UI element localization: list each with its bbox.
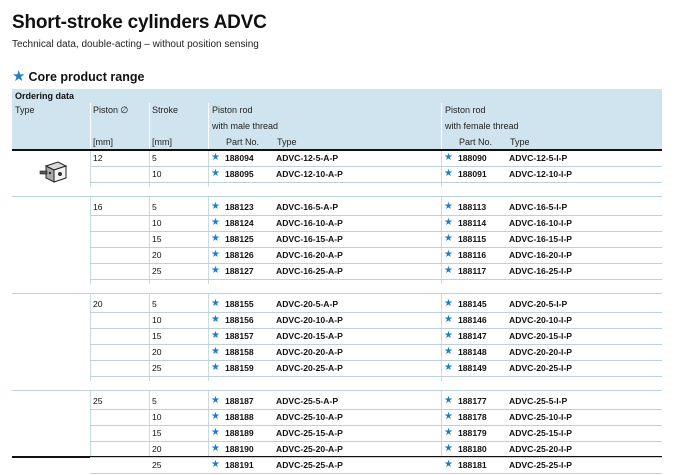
- male-type: ADVC-25-20-A-P: [276, 444, 343, 454]
- star-icon: ★: [444, 346, 453, 357]
- female-type: ADVC-20-25-I-P: [509, 363, 573, 373]
- header-piston: Piston ∅: [93, 105, 129, 115]
- male-part-number: 188127: [225, 266, 254, 276]
- table-row: [90, 216, 662, 232]
- star-icon: ★: [211, 233, 220, 244]
- section-title: Core product range: [28, 69, 145, 84]
- male-part-number: 188156: [225, 315, 254, 325]
- stroke-value: 5: [152, 396, 157, 406]
- male-type: ADVC-16-5-A-P: [276, 202, 339, 212]
- stroke-value: 20: [152, 347, 162, 357]
- stroke-value: 25: [152, 363, 162, 373]
- header-stroke: Stroke: [152, 105, 179, 115]
- male-part-number: 188095: [225, 169, 254, 179]
- cylinder-icon: [38, 160, 68, 186]
- star-icon: ★: [211, 395, 220, 406]
- star-icon: ★: [211, 427, 220, 438]
- female-part-number: 188116: [458, 250, 487, 260]
- female-part-number: 188148: [458, 347, 487, 357]
- star-icon: ★: [444, 395, 453, 406]
- stroke-value: 10: [152, 169, 162, 179]
- group-spacer: [12, 284, 662, 294]
- male-type: ADVC-20-5-A-P: [276, 299, 339, 309]
- male-type: ADVC-20-20-A-P: [276, 347, 343, 357]
- male-type: ADVC-16-15-A-P: [276, 234, 343, 244]
- female-type: ADVC-25-5-I-P: [509, 396, 568, 406]
- table-row: [90, 232, 662, 248]
- female-type: ADVC-16-15-I-P: [509, 234, 573, 244]
- male-part-number: 188191: [225, 460, 254, 470]
- star-icon: ★: [211, 346, 220, 357]
- stroke-value: 15: [152, 234, 162, 244]
- table-row: [90, 248, 662, 264]
- table-row: [90, 361, 662, 377]
- male-type: ADVC-25-25-A-P: [276, 460, 343, 470]
- female-type: ADVC-25-20-I-P: [509, 444, 573, 454]
- header-female-line1: Piston rod: [445, 105, 486, 115]
- star-icon: ★: [211, 249, 220, 260]
- star-icon: ★: [211, 314, 220, 325]
- header-female-type: Type: [510, 137, 530, 147]
- header-male-line2: with male thread: [212, 121, 279, 131]
- table-row: [90, 297, 662, 313]
- header-piston-unit: [mm]: [93, 137, 113, 147]
- star-icon: ★: [444, 330, 453, 341]
- female-part-number: 188146: [458, 315, 487, 325]
- male-type: ADVC-20-15-A-P: [276, 331, 343, 341]
- star-icon: ★: [444, 217, 453, 228]
- stroke-value: 25: [152, 266, 162, 276]
- female-part-number: 188113: [458, 202, 487, 212]
- female-part-number: 188091: [458, 169, 487, 179]
- female-part-number: 188147: [458, 331, 487, 341]
- stroke-value: 10: [152, 315, 162, 325]
- female-type: ADVC-16-20-I-P: [509, 250, 573, 260]
- piston-diameter: 25: [93, 396, 103, 406]
- star-icon: ★: [12, 68, 26, 85]
- table-row: [90, 200, 662, 216]
- male-type: ADVC-25-5-A-P: [276, 396, 339, 406]
- star-icon: ★: [444, 362, 453, 373]
- page-title: Short-stroke cylinders ADVC: [12, 12, 267, 33]
- female-part-number: 188145: [458, 299, 487, 309]
- star-icon: ★: [211, 330, 220, 341]
- male-part-number: 188123: [225, 202, 254, 212]
- male-type: ADVC-20-10-A-P: [276, 315, 343, 325]
- female-type: ADVC-20-10-I-P: [509, 315, 573, 325]
- female-part-number: 188179: [458, 428, 487, 438]
- group-spacer: [12, 381, 662, 391]
- female-type: ADVC-25-15-I-P: [509, 428, 573, 438]
- piston-diameter: 16: [93, 202, 103, 212]
- female-part-number: 188178: [458, 412, 487, 422]
- female-part-number: 188180: [458, 444, 487, 454]
- ordering-table: [12, 89, 662, 470]
- female-part-number: 188114: [458, 218, 487, 228]
- female-part-number: 188117: [458, 266, 487, 276]
- header-male-partno: Part No.: [226, 137, 260, 147]
- star-icon: ★: [211, 217, 220, 228]
- male-part-number: 188190: [225, 444, 254, 454]
- star-icon: ★: [211, 168, 220, 179]
- stroke-value: 20: [152, 250, 162, 260]
- female-part-number: 188115: [458, 234, 487, 244]
- star-icon: ★: [211, 411, 220, 422]
- header-type: Type: [15, 105, 35, 115]
- header-male-line1: Piston rod: [212, 105, 253, 115]
- star-icon: ★: [444, 201, 453, 212]
- table-row: [90, 167, 662, 183]
- table-row: [90, 410, 662, 426]
- stroke-value: 10: [152, 412, 162, 422]
- female-type: ADVC-12-10-I-P: [509, 169, 573, 179]
- female-type: ADVC-16-25-I-P: [509, 266, 573, 276]
- star-icon: ★: [211, 265, 220, 276]
- star-icon: ★: [444, 411, 453, 422]
- table-row: [90, 345, 662, 361]
- page-subtitle: Technical data, double-acting – without position sensing: [12, 39, 259, 50]
- male-part-number: 188158: [225, 347, 254, 357]
- male-type: ADVC-16-20-A-P: [276, 250, 343, 260]
- male-part-number: 188155: [225, 299, 254, 309]
- table-row: [90, 151, 662, 167]
- female-type: ADVC-20-5-I-P: [509, 299, 568, 309]
- star-icon: ★: [444, 168, 453, 179]
- star-icon: ★: [444, 298, 453, 309]
- male-type: ADVC-16-25-A-P: [276, 266, 343, 276]
- male-part-number: 188157: [225, 331, 254, 341]
- male-part-number: 188094: [225, 153, 254, 163]
- female-type: ADVC-25-25-I-P: [509, 460, 573, 470]
- female-type: ADVC-16-5-I-P: [509, 202, 568, 212]
- piston-diameter: 20: [93, 299, 103, 309]
- star-icon: ★: [211, 459, 220, 470]
- stroke-value: 15: [152, 331, 162, 341]
- female-part-number: 188090: [458, 153, 487, 163]
- star-icon: ★: [444, 443, 453, 454]
- star-icon: ★: [444, 459, 453, 470]
- ordering-data-label: Ordering data: [12, 89, 662, 103]
- table-row: [90, 394, 662, 410]
- star-icon: ★: [211, 201, 220, 212]
- female-part-number: 188181: [458, 460, 487, 470]
- female-part-number: 188177: [458, 396, 487, 406]
- male-type: ADVC-12-5-A-P: [276, 153, 339, 163]
- male-type: ADVC-16-10-A-P: [276, 218, 343, 228]
- female-type: ADVC-16-10-I-P: [509, 218, 573, 228]
- male-type: ADVC-25-10-A-P: [276, 412, 343, 422]
- star-icon: ★: [444, 152, 453, 163]
- table-row: [90, 442, 662, 458]
- female-type: ADVC-25-10-I-P: [509, 412, 573, 422]
- stroke-value: 10: [152, 218, 162, 228]
- stroke-value: 15: [152, 428, 162, 438]
- star-icon: ★: [444, 314, 453, 325]
- stroke-value: 5: [152, 202, 157, 212]
- female-type: ADVC-20-15-I-P: [509, 331, 573, 341]
- table-row: [90, 458, 662, 474]
- male-part-number: 188189: [225, 428, 254, 438]
- star-icon: ★: [211, 362, 220, 373]
- star-icon: ★: [444, 233, 453, 244]
- table-row: [90, 313, 662, 329]
- star-icon: ★: [211, 443, 220, 454]
- female-part-number: 188149: [458, 363, 487, 373]
- male-part-number: 188159: [225, 363, 254, 373]
- table-body: [12, 151, 662, 470]
- female-type: ADVC-12-5-I-P: [509, 153, 568, 163]
- piston-diameter: 12: [93, 153, 103, 163]
- star-icon: ★: [444, 265, 453, 276]
- group-spacer: [12, 187, 662, 197]
- stroke-value: 20: [152, 444, 162, 454]
- header-stroke-unit: [mm]: [152, 137, 172, 147]
- stroke-value: 5: [152, 153, 157, 163]
- male-part-number: 188124: [225, 218, 254, 228]
- header-male-type: Type: [277, 137, 297, 147]
- header-female-partno: Part No.: [459, 137, 493, 147]
- star-icon: ★: [211, 298, 220, 309]
- male-part-number: 188126: [225, 250, 254, 260]
- male-part-number: 188125: [225, 234, 254, 244]
- table-header: [12, 103, 662, 149]
- table-row: [90, 426, 662, 442]
- male-type: ADVC-20-25-A-P: [276, 363, 343, 373]
- male-part-number: 188188: [225, 412, 254, 422]
- male-type: ADVC-12-10-A-P: [276, 169, 343, 179]
- male-type: ADVC-25-15-A-P: [276, 428, 343, 438]
- star-icon: ★: [444, 249, 453, 260]
- star-icon: ★: [444, 427, 453, 438]
- male-part-number: 188187: [225, 396, 254, 406]
- table-row: [90, 264, 662, 280]
- female-type: ADVC-20-20-I-P: [509, 347, 573, 357]
- header-female-line2: with female thread: [445, 121, 519, 131]
- table-row: [90, 329, 662, 345]
- section-heading: [12, 69, 144, 84]
- star-icon: ★: [211, 152, 220, 163]
- stroke-value: 25: [152, 460, 162, 470]
- stroke-value: 5: [152, 299, 157, 309]
